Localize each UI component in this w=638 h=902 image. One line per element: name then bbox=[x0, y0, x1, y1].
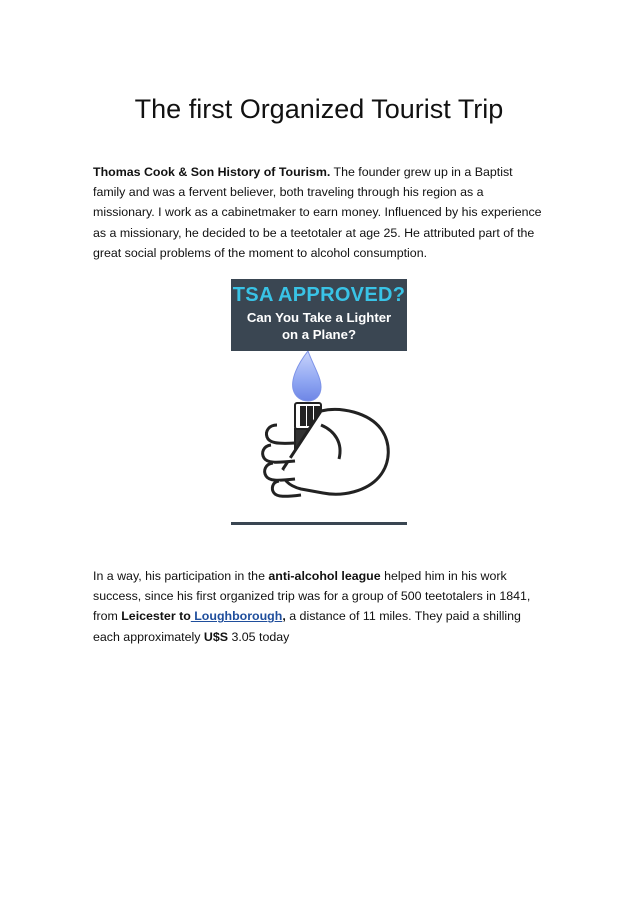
image-bottom-rule bbox=[231, 522, 407, 525]
paragraph-body: The founder grew up in a Baptist family and was a fervent believer, both traveling through his region as a missionary. I work as a cabinetmaker to earn money. Influenced by his experience as a missionary, he decided to be a teetotaler at age 25. He attributed part of the great social problems of the moment to alcohol consumption. bbox=[93, 165, 542, 260]
currency-text: U$S bbox=[203, 629, 228, 644]
text-segment: helped him in his work success, since his first organized trip was for a group of 500 teetotalers in 1841, from bbox=[93, 569, 531, 624]
text-segment: 3.05 today bbox=[228, 629, 290, 644]
leicester-text: Leicester to bbox=[121, 609, 191, 624]
hand-lighter-illustration bbox=[231, 351, 407, 521]
comma-text: , bbox=[282, 609, 286, 624]
image-banner bbox=[231, 279, 407, 351]
banner-subtitle bbox=[231, 309, 407, 343]
banner-title: TSA APPROVED? bbox=[232, 284, 406, 306]
loughborough-link[interactable]: Loughborough bbox=[190, 609, 283, 624]
intro-paragraph bbox=[93, 162, 543, 263]
anti-alcohol-league-text: anti-alcohol league bbox=[268, 569, 381, 583]
text-segment: In a way, his participation in the bbox=[93, 569, 269, 583]
lighter-image bbox=[231, 279, 407, 529]
flame-icon bbox=[293, 351, 321, 401]
paragraph-lead: Thomas Cook & Son History of Tourism. bbox=[93, 165, 331, 179]
banner-subtitle-line-1: Can You Take a Lighter bbox=[246, 310, 392, 325]
banner-subtitle-line-2: on a Plane? bbox=[281, 327, 356, 342]
hand-icon bbox=[263, 409, 389, 496]
text-segment: a distance of 11 miles. They paid a shilling each approximately bbox=[93, 609, 521, 644]
page-title: The first Organized Tourist Trip bbox=[134, 94, 504, 124]
history-paragraph bbox=[93, 566, 543, 647]
